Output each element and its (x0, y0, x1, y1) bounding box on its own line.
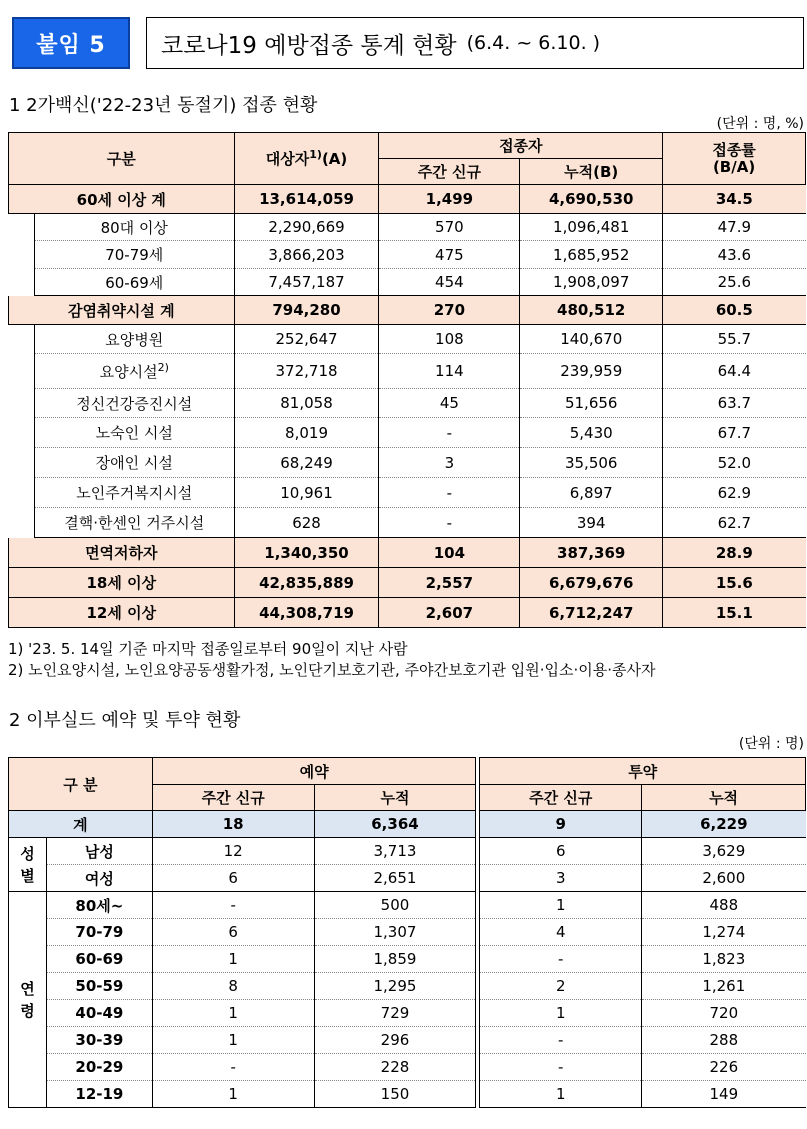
cell-target: 42,835,889 (234, 568, 379, 598)
table-row (9, 973, 806, 1000)
cell-adm-cum: 288 (642, 1027, 806, 1054)
cell-adm-weekly: 9 (480, 811, 642, 838)
cell-adm-cum: 1,261 (642, 973, 806, 1000)
cell-res-weekly: 1 (152, 946, 314, 973)
vaccination-table (8, 132, 806, 628)
cell-adm-weekly: 2 (480, 973, 642, 1000)
cell-res-weekly: 8 (152, 973, 314, 1000)
date-range: (6.4. ~ 6.10. ) (466, 32, 601, 54)
gender-group-label: 성 별 (9, 838, 47, 892)
cell-cumulative: 239,959 (520, 354, 663, 389)
cell-weekly: - (379, 478, 520, 508)
cell-target: 44,308,719 (234, 598, 379, 628)
table-row (9, 538, 806, 568)
table-row (9, 946, 806, 973)
table-row (9, 269, 806, 296)
cell-cumulative: 387,369 (520, 538, 663, 568)
cell-res-weekly: 1 (152, 1081, 314, 1108)
col-target: 대상자$^{1)}$(A) (234, 133, 379, 185)
cell-weekly: 114 (379, 354, 520, 389)
cell-adm-cum: 2,600 (642, 865, 806, 892)
table-row (9, 1081, 806, 1108)
indent-spacer (9, 214, 35, 241)
section1-unit: (단위 : 명, %) (716, 116, 804, 132)
table-row (9, 1000, 806, 1027)
row-label: 감염취약시설 계 (9, 296, 235, 325)
row-label: 결핵·한센인 거주시설 (34, 508, 234, 538)
cell-adm-cum: 226 (642, 1054, 806, 1081)
cell-rate: 63.7 (663, 389, 806, 418)
cell-target: 794,280 (234, 296, 379, 325)
document-header (12, 17, 804, 69)
cell-rate: 25.6 (663, 269, 806, 296)
cell-weekly: 45 (379, 389, 520, 418)
cell-weekly: - (379, 508, 520, 538)
table-row (9, 354, 806, 389)
row-label: 40-49 (46, 1000, 152, 1027)
cell-target: 81,058 (234, 389, 379, 418)
col-rate: 접종률 (B/A) (663, 133, 806, 185)
cell-res-cum: 1,295 (314, 973, 476, 1000)
indent-spacer (9, 325, 35, 354)
cell-rate: 55.7 (663, 325, 806, 354)
cell-res-cum: 2,651 (314, 865, 476, 892)
cell-res-cum: 1,859 (314, 946, 476, 973)
cell-res-weekly: 1 (152, 1000, 314, 1027)
col-adm-cumulative: 누적 (642, 785, 806, 811)
table-row (9, 241, 806, 269)
row-label: 요양병원 (34, 325, 234, 354)
cell-adm-cum: 1,823 (642, 946, 806, 973)
document-title: 코로나19 예방접종 통계 현황 (161, 32, 457, 59)
cell-res-weekly: - (152, 892, 314, 919)
cell-rate: 15.1 (663, 598, 806, 628)
indent-spacer (9, 389, 35, 418)
table-row (9, 296, 806, 325)
table-row (9, 568, 806, 598)
col-weekly-new: 주간 신규 (379, 159, 520, 185)
table-row (9, 478, 806, 508)
cell-target: 3,866,203 (234, 241, 379, 269)
row-label: 장애인 시설 (34, 448, 234, 478)
table-row (9, 1027, 806, 1054)
footnote: 1) '23. 5. 14일 기준 마지막 접종일로부터 90일이 지난 사람 (8, 640, 408, 658)
cell-weekly: 1,499 (379, 185, 520, 214)
row-label: 20-29 (46, 1054, 152, 1081)
cell-target: 628 (234, 508, 379, 538)
cell-adm-weekly: - (480, 946, 642, 973)
indent-spacer (9, 269, 35, 296)
table-row (9, 919, 806, 946)
cell-cumulative: 480,512 (520, 296, 663, 325)
section1-title: 1 2가백신('22-23년 동절기) 접종 현황 (9, 95, 318, 116)
cell-res-cum: 3,713 (314, 838, 476, 865)
cell-rate: 67.7 (663, 418, 806, 448)
col-administration: 투약 (480, 758, 806, 785)
cell-rate: 62.9 (663, 478, 806, 508)
cell-adm-weekly: 1 (480, 1000, 642, 1027)
footnote: 2) 노인요양시설, 노인요양공동생활가정, 노인단기보호기관, 주야간보호기관 입원·입소·이용·종사자 (8, 661, 656, 679)
cell-rate: 15.6 (663, 568, 806, 598)
cell-target: 372,718 (234, 354, 379, 389)
col-res-cumulative: 누적 (314, 785, 476, 811)
cell-target: 10,961 (234, 478, 379, 508)
cell-weekly: 104 (379, 538, 520, 568)
cell-rate: 64.4 (663, 354, 806, 389)
cell-rate: 60.5 (663, 296, 806, 325)
cell-res-cum: 729 (314, 1000, 476, 1027)
cell-adm-weekly: 1 (480, 1081, 642, 1108)
table-row (9, 598, 806, 628)
col-res-weekly: 주간 신규 (152, 785, 314, 811)
indent-spacer (9, 508, 35, 538)
cell-adm-weekly: - (480, 1027, 642, 1054)
cell-res-cum: 500 (314, 892, 476, 919)
cell-res-cum: 228 (314, 1054, 476, 1081)
row-label: 50-59 (46, 973, 152, 1000)
col-reservation: 예약 (152, 758, 476, 785)
row-label: 60-69세 (34, 269, 234, 296)
row-label: 60-69 (46, 946, 152, 973)
row-label: 70-79 (46, 919, 152, 946)
cell-target: 252,647 (234, 325, 379, 354)
table-row (9, 389, 806, 418)
cell-res-cum: 6,364 (314, 811, 476, 838)
cell-adm-weekly: 1 (480, 892, 642, 919)
row-label: 계 (9, 811, 153, 838)
cell-weekly: - (379, 418, 520, 448)
cell-res-weekly: - (152, 1054, 314, 1081)
cell-cumulative: 4,690,530 (520, 185, 663, 214)
cell-adm-weekly: 4 (480, 919, 642, 946)
age-group-label: 연 령 (9, 892, 47, 1108)
row-label: 12세 이상 (9, 598, 235, 628)
row-label: 60세 이상 계 (9, 185, 235, 214)
table-row (9, 418, 806, 448)
col-vaccinated: 접종자 (379, 133, 663, 159)
cell-target: 13,614,059 (234, 185, 379, 214)
row-label: 남성 (46, 838, 152, 865)
cell-cumulative: 394 (520, 508, 663, 538)
cell-weekly: 3 (379, 448, 520, 478)
cell-adm-weekly: 6 (480, 838, 642, 865)
cell-rate: 43.6 (663, 241, 806, 269)
cell-res-weekly: 6 (152, 865, 314, 892)
indent-spacer (9, 448, 35, 478)
cell-cumulative: 6,679,676 (520, 568, 663, 598)
table-row (9, 508, 806, 538)
cell-target: 2,290,669 (234, 214, 379, 241)
cell-adm-weekly: 3 (480, 865, 642, 892)
cell-cumulative: 35,506 (520, 448, 663, 478)
cell-adm-cum: 1,274 (642, 919, 806, 946)
indent-spacer (9, 478, 35, 508)
row-label: 여성 (46, 865, 152, 892)
section2-unit: (단위 : 명) (738, 736, 804, 752)
table-row (9, 892, 806, 919)
cell-cumulative: 1,685,952 (520, 241, 663, 269)
cell-rate: 28.9 (663, 538, 806, 568)
row-label: 30-39 (46, 1027, 152, 1054)
cell-target: 68,249 (234, 448, 379, 478)
cell-target: 1,340,350 (234, 538, 379, 568)
cell-cumulative: 1,908,097 (520, 269, 663, 296)
row-label: 80대 이상 (34, 214, 234, 241)
cell-target: 8,019 (234, 418, 379, 448)
row-label: 면역저하자 (9, 538, 235, 568)
cell-weekly: 270 (379, 296, 520, 325)
cell-cumulative: 1,096,481 (520, 214, 663, 241)
cell-weekly: 2,607 (379, 598, 520, 628)
cell-weekly: 2,557 (379, 568, 520, 598)
cell-res-weekly: 1 (152, 1027, 314, 1054)
cell-adm-cum: 720 (642, 1000, 806, 1027)
row-label: 70-79세 (34, 241, 234, 269)
table-row (9, 1054, 806, 1081)
cell-res-weekly: 12 (152, 838, 314, 865)
col-category: 구 분 (9, 758, 153, 811)
document-title-box (146, 17, 804, 69)
table-row-total (9, 811, 806, 838)
row-label: 노인주거복지시설 (34, 478, 234, 508)
table-row (9, 865, 806, 892)
cell-weekly: 108 (379, 325, 520, 354)
cell-adm-cum: 6,229 (642, 811, 806, 838)
cell-rate: 52.0 (663, 448, 806, 478)
cell-rate: 34.5 (663, 185, 806, 214)
indent-spacer (9, 354, 35, 389)
indent-spacer (9, 418, 35, 448)
cell-cumulative: 6,712,247 (520, 598, 663, 628)
indent-spacer (9, 241, 35, 269)
cell-adm-cum: 488 (642, 892, 806, 919)
cell-res-weekly: 6 (152, 919, 314, 946)
cell-res-weekly: 18 (152, 811, 314, 838)
table-row (9, 214, 806, 241)
col-adm-weekly: 주간 신규 (480, 785, 642, 811)
table-row (9, 838, 806, 865)
row-label: 18세 이상 (9, 568, 235, 598)
col-category: 구분 (9, 133, 235, 185)
cell-rate: 47.9 (663, 214, 806, 241)
cell-adm-cum: 3,629 (642, 838, 806, 865)
table-row (9, 185, 806, 214)
cell-res-cum: 296 (314, 1027, 476, 1054)
attachment-badge: 붙임 5 (12, 17, 130, 69)
cell-cumulative: 140,670 (520, 325, 663, 354)
cell-rate: 62.7 (663, 508, 806, 538)
cell-target: 7,457,187 (234, 269, 379, 296)
row-label: 노숙인 시설 (34, 418, 234, 448)
cell-adm-cum: 149 (642, 1081, 806, 1108)
cell-weekly: 570 (379, 214, 520, 241)
section2-title: 2 이부실드 예약 및 투약 현황 (9, 710, 241, 731)
cell-cumulative: 5,430 (520, 418, 663, 448)
table-row (9, 448, 806, 478)
row-label: 정신건강증진시설 (34, 389, 234, 418)
cell-cumulative: 6,897 (520, 478, 663, 508)
col-cumulative: 누적(B) (520, 159, 663, 185)
row-label: 요양시설$^{2)}$ (34, 354, 234, 389)
cell-weekly: 475 (379, 241, 520, 269)
cell-cumulative: 51,656 (520, 389, 663, 418)
cell-res-cum: 150 (314, 1081, 476, 1108)
cell-weekly: 454 (379, 269, 520, 296)
table-row (9, 325, 806, 354)
section1-notes (8, 639, 655, 681)
cell-adm-weekly: - (480, 1054, 642, 1081)
evusheld-table (8, 757, 806, 1108)
row-label: 80세~ (46, 892, 152, 919)
row-label: 12-19 (46, 1081, 152, 1108)
cell-res-cum: 1,307 (314, 919, 476, 946)
